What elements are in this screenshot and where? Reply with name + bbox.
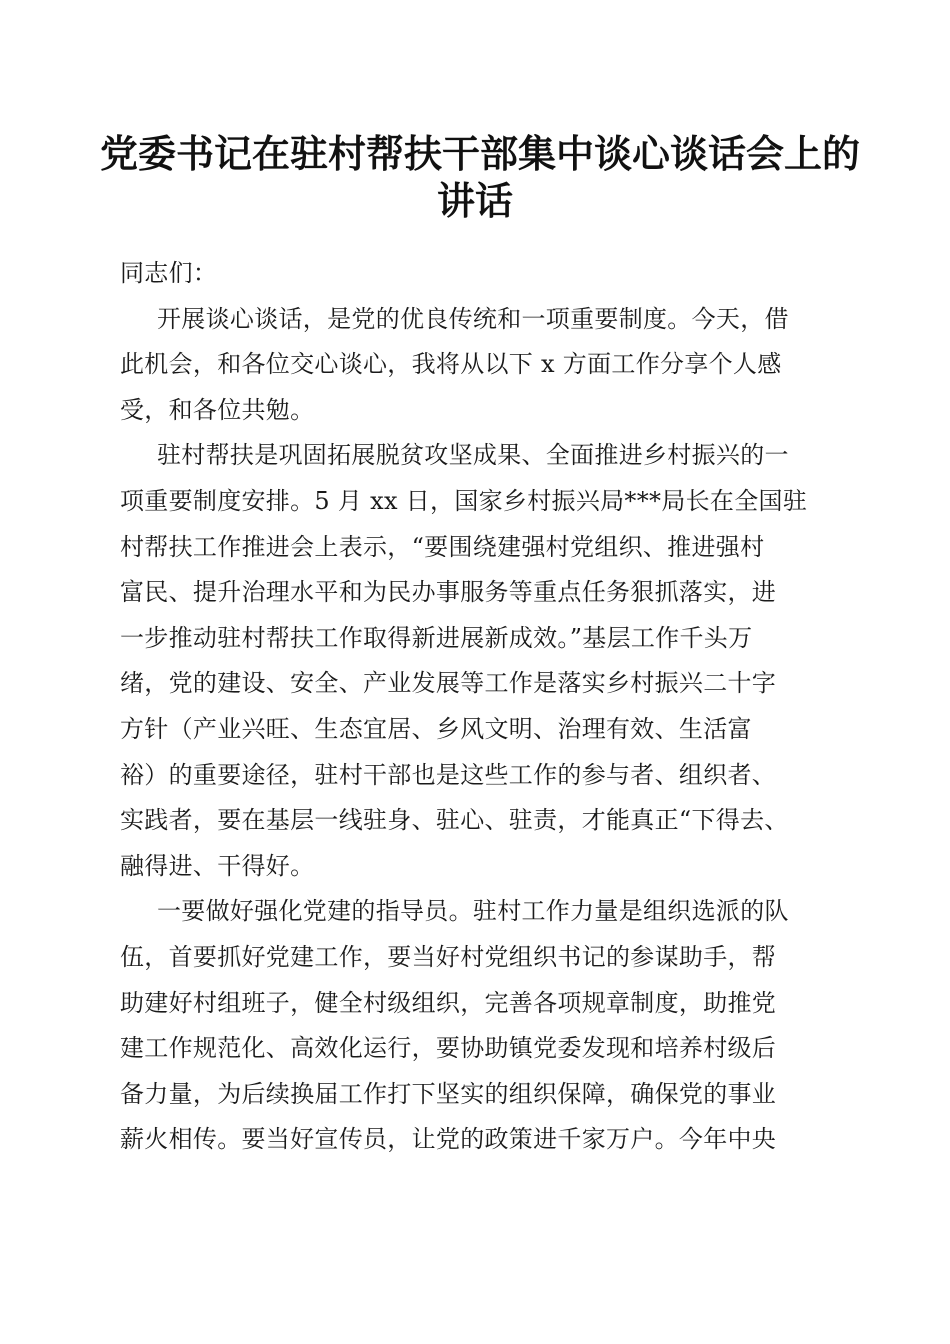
salutation: 同志们： — [120, 259, 218, 287]
document-title — [100, 130, 861, 224]
paragraph-line: 项重要制度安排。5 月 xx 日，国家乡村振兴局***局长在全国驻 — [120, 486, 808, 515]
title-line: 党委书记在驻村帮扶干部集中谈心谈话会上的 — [100, 131, 861, 176]
paragraph-line: 绪，党的建设、安全、产业发展等工作是落实乡村振兴二十字 — [120, 669, 777, 698]
paragraph-line: 村帮扶工作推进会上表示，“要围绕建强村党组织、推进强村 — [120, 532, 765, 561]
paragraph-line: 方针（产业兴旺、生态宜居、乡风文明、治理有效、生活富 — [120, 714, 752, 743]
paragraph-line: 薪火相传。要当好宣传员，让党的政策进千家万户。今年中央 — [120, 1125, 777, 1154]
paragraph-line: 此机会，和各位交心谈心，我将从以下 x 方面工作分享个人感 — [120, 350, 782, 379]
paragraph-line: 受，和各位共勉。 — [120, 395, 315, 424]
paragraph-line: 一步推动驻村帮扶工作取得新进展新成效。”基层工作千头万 — [120, 623, 753, 652]
paragraph-line: 建工作规范化、高效化运行，要协助镇党委发现和培养村级后 — [120, 1034, 777, 1063]
paragraph-line: 助建好村组班子，健全村级组织，完善各项规章制度，助推党 — [120, 988, 777, 1017]
paragraph-line: 融得进、干得好。 — [120, 851, 315, 880]
paragraph-line: 备力量，为后续换届工作打下坚实的组织保障，确保党的事业 — [120, 1079, 777, 1108]
paragraph-line: 开展谈心谈话，是党的优良传统和一项重要制度。今天，借 — [157, 304, 789, 333]
document-body — [120, 251, 840, 1163]
paragraph-line: 富民、提升治理水平和为民办事服务等重点任务狠抓落实，进 — [120, 578, 777, 607]
paragraph-line: 驻村帮扶是巩固拓展脱贫攻坚成果、全面推进乡村振兴的一 — [157, 441, 789, 470]
paragraph-line: 裕）的重要途径，驻村干部也是这些工作的参与者、组织者、 — [120, 760, 777, 789]
title-line: 讲话 — [436, 178, 513, 223]
paragraph-line: 伍，首要抓好党建工作，要当好村党组织书记的参谋助手，帮 — [120, 942, 777, 971]
paragraph-line: 实践者，要在基层一线驻身、驻心、驻责，才能真正“下得去、 — [120, 806, 789, 835]
paragraph-line: 一要做好强化党建的指导员。驻村工作力量是组织选派的队 — [157, 897, 789, 926]
